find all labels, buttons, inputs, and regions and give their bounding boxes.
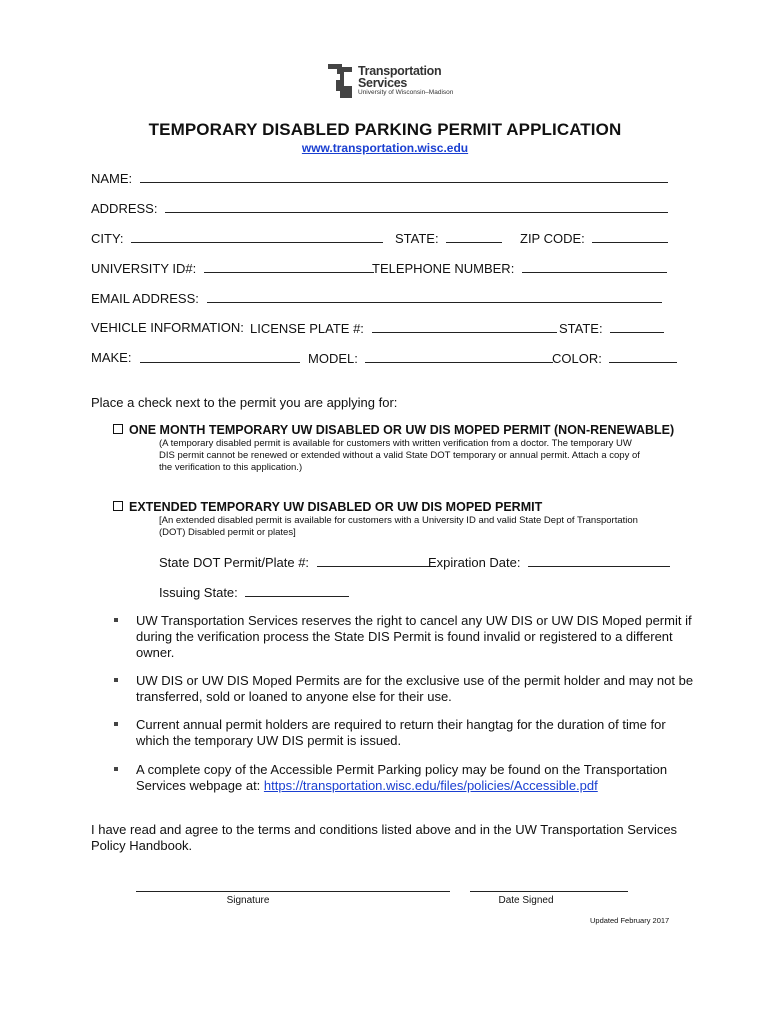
bullet-2-line-1: UW DIS or UW DIS Moped Permits are for the exclusive use of the permit holder and may not be (136, 673, 694, 688)
logo-title-1: Transportation (358, 64, 442, 78)
page-title: TEMPORARY DISABLED PARKING PERMIT APPLICATION (148, 120, 622, 139)
email-label: EMAIL ADDRESS: (91, 291, 199, 306)
bullet-4-line-2 (136, 778, 667, 794)
extended-permit-label: EXTENDED TEMPORARY UW DISABLED OR UW DIS MOPED PERMIT (129, 500, 543, 514)
bullet-marker (114, 767, 118, 771)
color-input[interactable] (609, 350, 677, 363)
license-plate-input[interactable] (372, 320, 557, 333)
state-dot-input[interactable] (317, 554, 430, 567)
bullet-item (136, 762, 667, 794)
extended-checkbox[interactable] (113, 501, 123, 511)
model-label: MODEL: (308, 351, 358, 366)
vehicle-state-label: STATE: (559, 321, 603, 336)
name-label: NAME: (91, 171, 133, 186)
bullet-marker (114, 618, 118, 622)
one-month-desc-3: the verification to this application.) (159, 462, 303, 473)
logo-subtitle: University of Wisconsin–Madison (358, 89, 454, 96)
agreement-line-1: I have read and agree to the terms and conditions listed above and in the UW Transportation Services (91, 822, 678, 837)
zip-input[interactable] (592, 230, 668, 243)
telephone-label: TELEPHONE NUMBER: (372, 261, 515, 276)
bullet-1-line-2: during the verification process the State DIS Permit is found invalid or registered to a different (136, 629, 673, 644)
date-signed-line[interactable] (470, 891, 628, 892)
make-label: MAKE: (91, 350, 132, 365)
signature-label: Signature (226, 895, 270, 906)
city-label: CITY: (91, 231, 124, 246)
city-input[interactable] (131, 230, 383, 243)
one-month-permit-label: ONE MONTH TEMPORARY UW DISABLED OR UW DIS MOPED PERMIT (NON-RENEWABLE) (129, 423, 675, 437)
one-month-checkbox[interactable] (113, 424, 123, 434)
state-dot-label: State DOT Permit/Plate #: (159, 555, 310, 570)
state-label: STATE: (395, 231, 439, 246)
bullet-1-line-1: UW Transportation Services reserves the right to cancel any UW DIS or UW DIS Moped permit if (136, 613, 692, 628)
zip-label: ZIP CODE: (520, 231, 585, 246)
extended-desc-1: [An extended disabled permit is available for customers with a University ID and valid State Dept of Transportation (159, 515, 638, 526)
state-input[interactable] (446, 230, 502, 243)
bullet-3-line-2: which the temporary UW DIS permit is issued. (136, 733, 402, 748)
instructions: Place a check next to the permit you are applying for: (91, 395, 398, 410)
name-input[interactable] (140, 170, 668, 183)
one-month-desc-2: DIS permit cannot be renewed or extended without a valid State DOT temporary or annual permit. Attach a copy of (159, 450, 640, 461)
signature-line[interactable] (136, 891, 450, 892)
bullet-3-line-1: Current annual permit holders are required to return their hangtag for the duration of time for (136, 717, 666, 732)
address-input[interactable] (165, 200, 668, 213)
issuing-state-input[interactable] (245, 584, 349, 597)
bullet-item (136, 613, 692, 661)
expiration-label: Expiration Date: (428, 555, 521, 570)
issuing-state-label: Issuing State: (159, 585, 238, 600)
updated-note: Updated February 2017 (590, 916, 670, 925)
university-id-input[interactable] (204, 260, 374, 273)
bullet-4-prefix: Services webpage at: (136, 778, 264, 793)
license-plate-label: LICENSE PLATE #: (250, 321, 364, 336)
bullet-4-line-1: A complete copy of the Accessible Permit Parking policy may be found on the Transportation (136, 762, 668, 777)
bullet-2-line-2: transferred, sold or loaned to anyone else for their use. (136, 689, 452, 704)
vehicle-state-input[interactable] (610, 320, 664, 333)
telephone-input[interactable] (522, 260, 667, 273)
color-label: COLOR: (552, 351, 602, 366)
website-link[interactable]: www.transportation.wisc.edu (301, 141, 469, 155)
make-input[interactable] (140, 350, 300, 363)
agreement-line-2: Policy Handbook. (91, 838, 193, 853)
email-input[interactable] (207, 290, 662, 303)
agreement-text (91, 822, 677, 854)
expiration-input[interactable] (528, 554, 670, 567)
model-input[interactable] (365, 350, 553, 363)
transportation-logo-icon (328, 64, 354, 98)
university-id-label: UNIVERSITY ID#: (91, 261, 197, 276)
bullet-1-line-3: owner. (136, 645, 175, 660)
one-month-desc-1: (A temporary disabled permit is available for customers with written verification from a doctor. The temporary UW (159, 438, 632, 449)
date-signed-label: Date Signed (498, 895, 554, 906)
vehicle-info-label: VEHICLE INFORMATION: (91, 320, 244, 335)
bullet-marker (114, 722, 118, 726)
address-label: ADDRESS: (91, 201, 158, 216)
bullet-item (136, 717, 666, 749)
extended-desc-2: (DOT) Disabled permit or plates] (159, 527, 296, 538)
logo-title-2: Services (358, 76, 408, 90)
logo (328, 64, 454, 100)
bullet-item (136, 673, 693, 705)
bullet-marker (114, 678, 118, 682)
accessible-policy-link[interactable]: https://transportation.wisc.edu/files/policies/Accessible.pdf (263, 778, 598, 793)
